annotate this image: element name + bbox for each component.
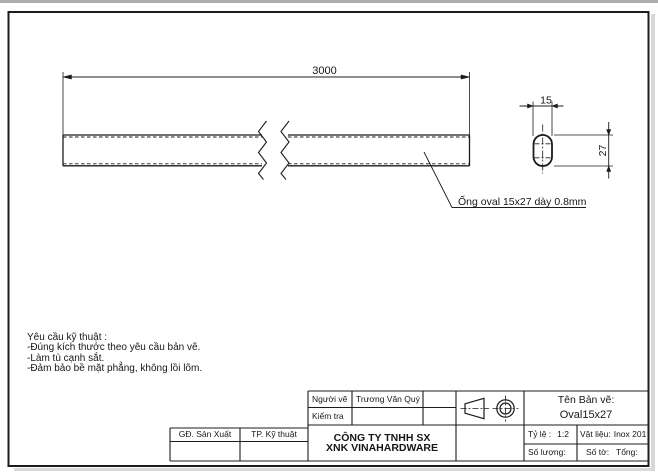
tech-requirement-item: -Làm tù cạnh sắt. — [27, 352, 105, 364]
material-value: Inox 201 — [613, 429, 647, 439]
tech-requirement-item: -Đảm bảo bề mặt phẳng, không lồi lõm. — [27, 363, 203, 375]
leader-note — [424, 152, 587, 208]
sheet-label: Số tờ: — [586, 447, 610, 457]
dim-27-label: 27 — [597, 144, 609, 157]
drawn-by-label: Người vẽ — [312, 393, 348, 404]
production-director-label: GĐ. Sản Xuất — [178, 429, 232, 439]
scale-value: 1:2 — [557, 429, 569, 439]
tech-requirement-item: -Đúng kích thước theo yêu cầu bản vẽ. — [27, 342, 201, 354]
total-label: Tổng: — [616, 447, 638, 457]
dim-3000-label: 3000 — [312, 65, 337, 77]
company-name-line1: CÔNG TY TNHH SX — [333, 431, 431, 444]
oval-section-view — [534, 125, 553, 174]
dim-15-label: 15 — [540, 94, 552, 107]
material-cell — [580, 425, 648, 444]
checked-by-label: Kiểm tra — [312, 410, 344, 421]
drawn-by-value: Trương Văn Quý — [356, 393, 420, 404]
tech-requirements — [27, 333, 202, 375]
dim-27 — [554, 122, 613, 179]
tube-front-view — [63, 135, 470, 166]
leader-note-label: Ống oval 15x27 dày 0.8mm — [458, 196, 587, 208]
material-label: Vật liệu: — [580, 429, 611, 439]
drawing-name-value: Oval15x27 — [559, 409, 613, 421]
scale-label: Tỷ lệ : — [528, 429, 552, 439]
technical-head-label: TP. Kỹ thuật — [251, 429, 297, 439]
quantity-label: Số lượng: — [528, 447, 566, 457]
projection-symbol-icon — [461, 396, 519, 422]
scale-cell — [528, 425, 575, 444]
dim-15 — [520, 95, 564, 137]
tech-requirements-title: Yêu cầu kỹ thuật : — [27, 332, 108, 343]
drawing-name-label: Tên Bản vẽ: — [557, 393, 615, 406]
company-name-line2: XNK VINAHARDWARE — [325, 442, 438, 454]
company-name — [308, 425, 456, 461]
break-lines — [259, 121, 290, 180]
dim-3000 — [63, 65, 470, 135]
